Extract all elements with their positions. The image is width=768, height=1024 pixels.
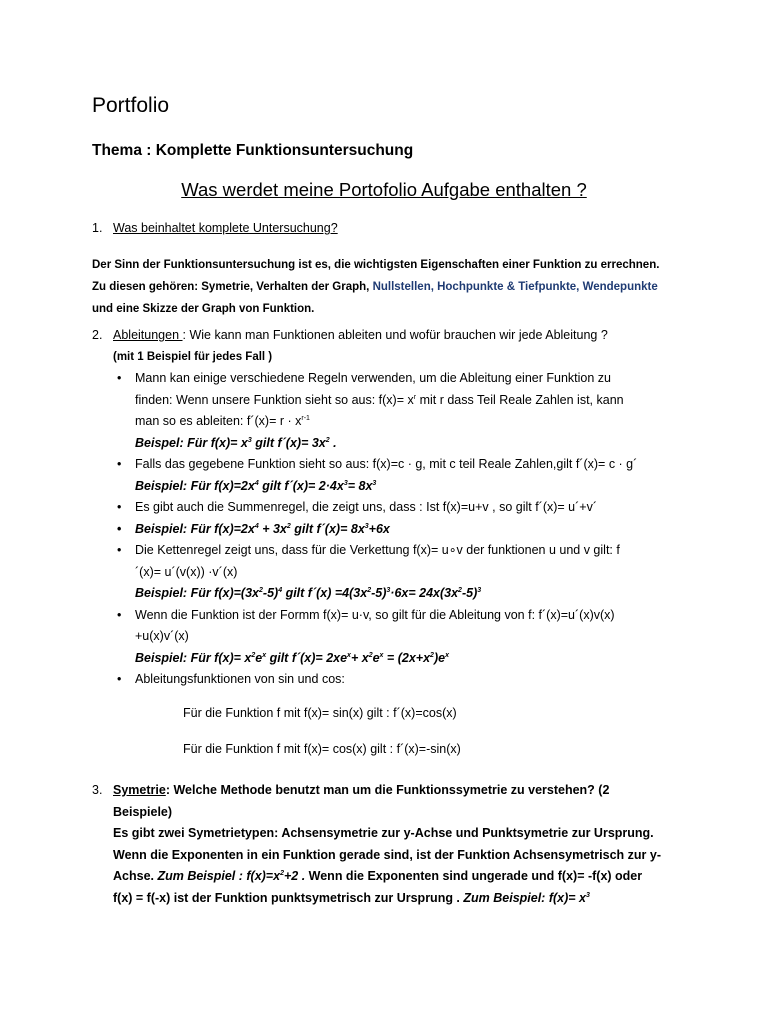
paragraph-line: Zu diesen gehören: Symetrie, Verhalten der Graph, Nullstellen, Hochpunkte & Tiefpunkte, Wendepunkte [92, 281, 658, 293]
bullet-icon: • [117, 500, 122, 514]
paragraph-line: f(x) = f(-x) ist der Funktion punktsymetrisch zur Ursprung . Zum Beispiel: $f(x)= x^3$ [113, 890, 590, 905]
section-number: 3. [92, 783, 103, 797]
list-item: • Es gibt auch die Summenregel, die zeigt uns, dass : Ist f(x)=u+v , so gilt f´(x)= u´+v´ [113, 497, 692, 519]
cos-rule: Für die Funktion f mit f(x)= cos(x) gilt : f´(x)=-sin(x) [183, 742, 461, 756]
section-3: 3. Symetrie: Welche Methode benutzt man um die Funktionssymetrie zu verstehen? (2 Beispiele) Es gibt zwei Symetrietypen: Achsensymetrie zur y-Achse und Punktsymetrie zur Ursprung. Wenn die Exponenten in ein Funktion gerade sind, ist der Funktion Achsensymetrisch zur y- Achse. Zum Beispiel : $f(x)=x^2+2$ . Wenn die Exponenten sind ungerade und f(x)= -f(x) oder f(x) = f(-x) ist der Funktion punktsymetrisch zur Ursprung . Zum Beispiel: $f(x)= x^3$ [92, 780, 692, 909]
topic-line: Thema : Komplette Funktionsuntersuchung [92, 142, 414, 159]
paragraph-line: Achse. Zum Beispiel : $f(x)=x^2+2$ . Wenn die Exponenten sind ungerade und f(x)= -f(x) oder [113, 869, 643, 883]
section-number: 2. [92, 328, 103, 342]
bullet-icon: • [117, 607, 122, 622]
sin-rule: Für die Funktion f mit f(x)= sin(x) gilt : f´(x)=cos(x) [183, 705, 457, 720]
section-title-line: Symetrie: Welche Methode benutzt man um die Funktionssymetrie zu verstehen? (2 [113, 783, 610, 797]
list-item: • Falls das gegebene Funktion sieht so aus: f(x)=c · g, mit c teil Reale Zahlen,gilt f´(x)= c · g´ Beispiel: Für $f(x)=2x^4$ gilt f´(x)= $2\cdot 4x^3= 8x^3$ [113, 454, 692, 497]
bullet-icon: • [117, 672, 122, 686]
bullet-icon: • [117, 543, 122, 557]
section-title: Symetrie [113, 783, 166, 797]
main-heading: Was werdet meine Portofolio Aufgabe enthalten ? [181, 179, 587, 200]
list-item: • Wenn die Funktion ist der Formm f(x)= u·v, so gilt für die Ableitung von f: f´(x)=u´(x)v(x) +u(x)v´(x) Beispiel: Für $f(x)= x^2e^x$ gilt f´(x)= $2xe^x+ x^2e^x = (2x+x^2)e^x$ [113, 605, 692, 670]
bullet-icon: • [117, 457, 122, 471]
paragraph-line: Der Sinn der Funktionsuntersuchung ist es, die wichtigsten Eigenschaften einer Funktion zu errechnen. [92, 259, 660, 271]
section-number: 1. [92, 221, 103, 235]
section-note: (mit 1 Beispiel für jedes Fall ) [113, 350, 273, 363]
list-item: • Ableitungsfunktionen von sin und cos: Für die Funktion f mit f(x)= sin(x) gilt : f´(x)=cos(x) Für die Funktion f mit f(x)= cos(x) gilt : f´(x)=-sin(x) [113, 669, 692, 761]
section-title: Was beinhaltet komplete Untersuchung? [113, 221, 338, 235]
list-item: • Mann kan einige verschiedene Regeln verwenden, um die Ableitung einer Funktion zu finden: Wenn unsere Funktion sieht so aus: $f(x)= x^r$ mit r dass Teil Reale Zahlen ist, kann man so es ableiten: f´(x)= $r \cdot x^{r-1}$ Beispel: Für $f(x)= x^3$ gilt f´(x)= $3x^2$ . [113, 368, 692, 454]
list-item: • Die Kettenregel zeigt uns, dass für die Verkettung f(x)= u∘v der funktionen u und v gilt: f ´(x)= u´(v(x)) ·v´(x) Beispiel: Für $f(x)=(3x^2-5)^4$ gilt f´(x) $=4(3x^2-5)^3\cdot 6x= 24x(3x^2-5)^3$ [113, 540, 692, 605]
bullet-icon: • [117, 371, 122, 385]
paragraph-line: und eine Skizze der Graph von Funktion. [92, 303, 315, 315]
rules-list [113, 368, 692, 761]
bullet-icon: • [117, 521, 122, 536]
page-title: Portfolio [92, 94, 170, 117]
section-title-line: Ableitungen : Wie kann man Funktionen ableiten und wofür brauchen wir jede Ableitung ? [113, 328, 608, 342]
paragraph-line: Wenn die Exponenten in ein Funktion gerade sind, ist der Funktion Achsensymetrisch zur y- [113, 847, 661, 862]
section-title: Ableitungen [113, 328, 183, 342]
list-item: • Beispiel: Für $f(x)=2x^4 + 3x^2$ gilt f´(x)= $8x^3+6x$ [113, 519, 692, 541]
section-2 [92, 325, 692, 761]
paragraph-line: Es gibt zwei Symetrietypen: Achsensymetrie zur y-Achse und Punktsymetrie zur Ursprung. [113, 826, 654, 840]
section-1-text [92, 254, 692, 320]
section-1 [92, 218, 692, 240]
